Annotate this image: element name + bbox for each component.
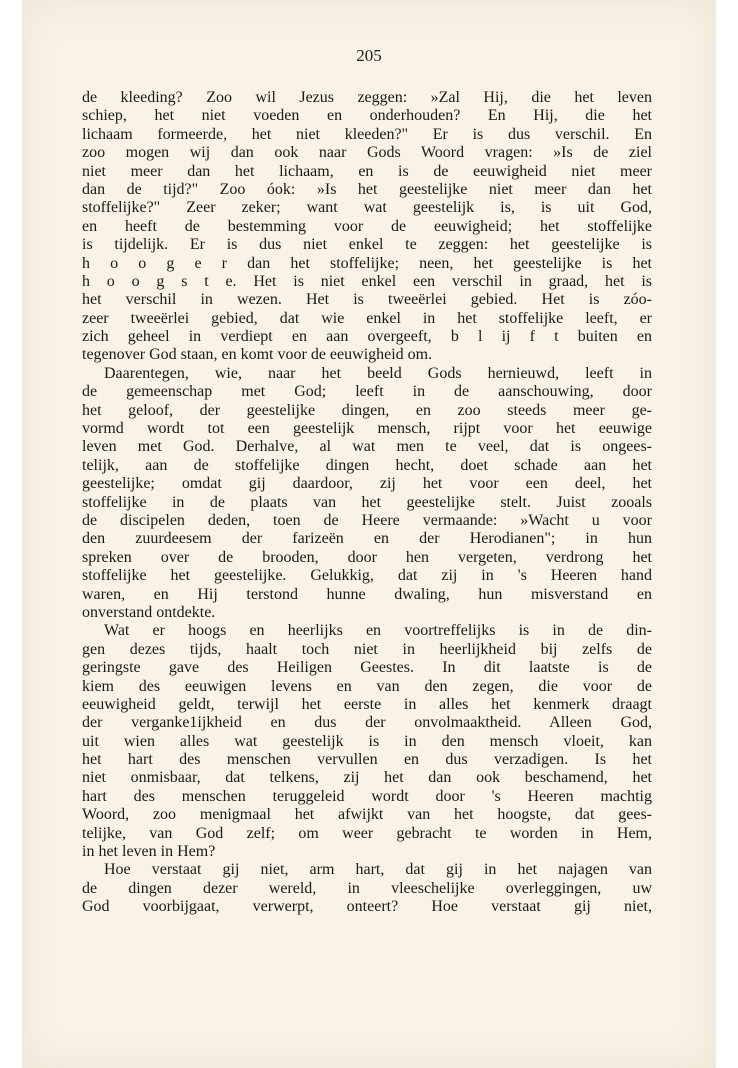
text-line: telijke, van God zelf; om weer gebracht te worden in Hem, [82,824,652,842]
text-line: het hart des menschen vervullen en dus verzadigen. Is het [82,751,652,769]
text-line: in het leven in Hem? [82,843,216,861]
text-line: Woord, zoo menigmaal het afwijkt van het hoogste, dat gees- [82,806,652,824]
text-line: Wat er hoogs en heerlijks en voortreffelijks is in de din- [104,622,652,640]
text-line: zoo mogen wij dan ook naar Gods Woord vragen: »Is de ziel [82,144,652,162]
text-line: geestelijke; omdat gij daardoor, zij het voor een deel, het [82,475,652,493]
text-line: niet meer dan het lichaam, en is de eeuwigheid niet meer [82,162,652,180]
text-line: waren, en Hij terstond hunne dwaling, hun misverstand en [82,585,652,603]
text-line: dan de tijd?" Zoo óok: »Is het geestelijke niet meer dan het [82,180,652,198]
text-line: zeer tweeërlei gebied, dat wie enkel in het stoffelijke leeft, er [82,309,652,327]
text-line: Hoe verstaat gij niet, arm hart, dat gij in het najagen van [104,861,652,879]
text-line: telijk, aan de stoffelijke dingen hecht, doet schade aan het [82,456,652,474]
text-line: de gemeenschap met God; leeft in de aanschouwing, door [82,383,652,401]
text-line: kiem des eeuwigen levens en van den zegen, die voor de [82,677,652,695]
book-page [22,0,716,1068]
text-line: den zuurdeesem der farizeën en der Herodianen"; in hun [82,530,652,548]
text-line: spreken over de brooden, door hen vergeten, verdrong het [82,548,652,566]
text-line: stoffelijke in de plaats van het geestelijke stelt. Juist zooals [82,493,652,511]
text-line: uit wien alles wat geestelijk is in den mensch vloeit, kan [82,732,652,750]
text-line: tegenover God staan, en komt voor de eeuwigheid om. [82,346,433,364]
text-line: is tijdelijk. Er is dus niet enkel te zeggen: het geestelijke is [82,236,652,254]
text-line: lichaam formeerde, het niet kleeden?" Er is dus verschil. En [82,125,652,143]
text-line: de kleeding? Zoo wil Jezus zeggen: »Zal Hij, die het leven [82,89,652,106]
text-line: gen dezes tijds, haalt toch niet in heerlijkheid bij zelfs de [82,640,652,658]
text-line: de discipelen deden, toen de Heere vermaande: »Wacht u voor [82,511,652,529]
text-line: schiep, het niet voeden en onderhouden? En Hij, die het [82,107,652,125]
text-line: niet onmisbaar, dat telkens, zij het dan ook beschamend, het [82,769,652,787]
page-number: 205 [356,46,382,65]
text-line: leven met God. Derhalve, al wat men te veel, dat is ongees- [82,438,652,456]
text-line: der verganke1ijkheid en dus der onvolmaaktheid. Alleen God, [82,714,652,732]
text-line: en heeft de bestemming voor de eeuwigheid; het stoffelijke [82,217,652,235]
text-line: eeuwigheid geldt, terwijl het eerste in alles het kenmerk draagt [82,695,652,713]
text-line: stoffelijke?" Zeer zeker; want wat geestelijk is, is uit God, [82,199,652,217]
text-line: stoffelijke het geestelijke. Gelukkig, dat zij in 's Heeren hand [82,567,652,585]
text-line: onverstand ontdekte. [82,603,216,621]
text-line: geringste gave des Heiligen Geestes. In dit laatste is de [82,659,652,677]
text-line: h o o g e r dan het stoffelijke; neen, het geestelijke is het [82,254,652,272]
body-text [82,89,652,917]
text-line: zich geheel in verdiept en aan overgeeft, b l ij f t buiten en [82,328,652,346]
text-line: Daarentegen, wie, naar het beeld Gods hernieuwd, leeft in [104,364,652,382]
text-line: vormd wordt tot een geestelijk mensch, rijpt voor het eeuwige [82,420,652,438]
text-line: hart des menschen teruggeleid wordt door 's Heeren machtig [82,787,652,805]
text-line: het verschil in wezen. Het is tweeërlei gebied. Het is zóo- [82,291,652,309]
text-line: God voorbijgaat, verwerpt, onteert? Hoe verstaat gij niet, [82,898,652,916]
text-line: het geloof, der geestelijke dingen, en zoo steeds meer ge- [82,401,652,419]
text-line: de dingen dezer wereld, in vleeschelijke overleggingen, uw [82,879,652,897]
text-line: h o o g s t e. Het is niet enkel een verschil in graad, het is [82,272,652,290]
